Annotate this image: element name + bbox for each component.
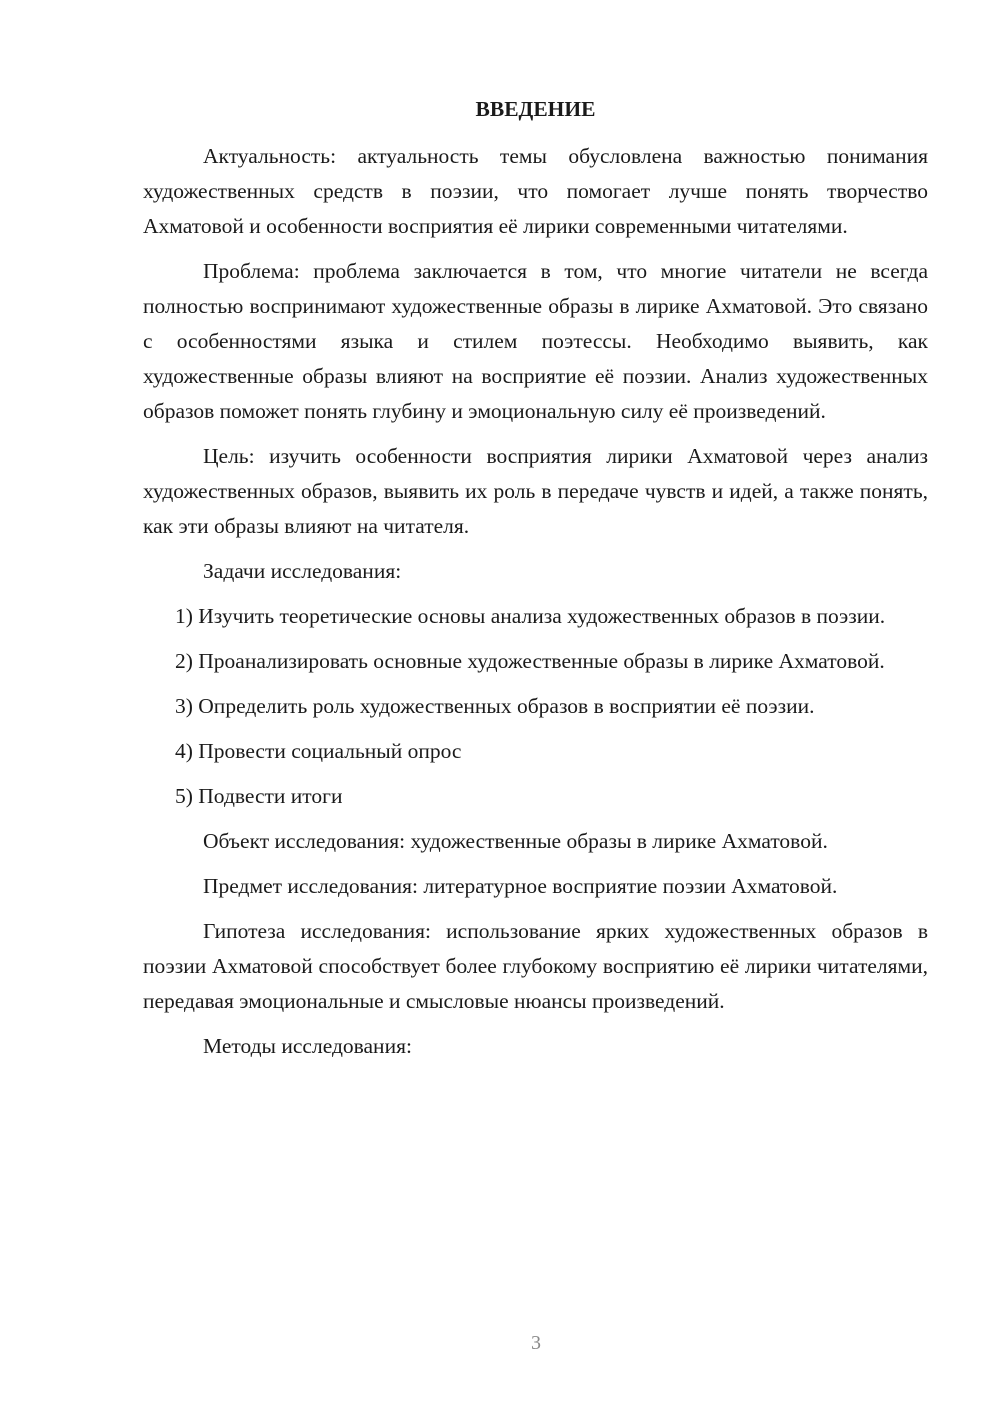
paragraph-subject: Предмет исследования: литературное восприятие поэзии Ахматовой. <box>203 874 838 898</box>
task-item-5: 5) Подвести итоги <box>175 784 343 808</box>
task-item-2: 2) Проанализировать основные художественные образы в лирике Ахматовой. <box>175 649 885 673</box>
task-item-1: 1) Изучить теоретические основы анализа художественных образов в поэзии. <box>175 604 886 628</box>
page-number: 3 <box>531 1332 541 1354</box>
paragraph-goal: Цель: изучить особенности восприятия лирики Ахматовой через анализ художественных образов, выявить их роль в передаче чувств и идей, а также понять, как эти образы влияют на читателя. <box>143 444 928 538</box>
paragraph-object: Объект исследования: художественные образы в лирике Ахматовой. <box>203 829 828 853</box>
paragraph-problem: Проблема: проблема заключается в том, что многие читатели не всегда полностью воспринимают художественные образы в лирике Ахматовой. Это связано с особенностями языка и стилем поэтессы. Необходимо выявить, как художественные образы влияют на восприятие её поэзии. Анализ художественных образов поможет понять глубину и эмоциональную силу её произведений. <box>143 259 928 423</box>
paragraph-tasks-heading: Задачи исследования: <box>203 559 402 583</box>
paragraph-methods: Методы исследования: <box>203 1034 412 1058</box>
paragraph-relevance: Актуальность: актуальность темы обусловлена важностью понимания художественных средств в поэзии, что помогает лучше понять творчество Ахматовой и особенности восприятия её лирики современными читателями. <box>143 144 928 238</box>
section-title: ВВЕДЕНИЕ <box>475 97 596 121</box>
task-item-3: 3) Определить роль художественных образов в восприятии её поэзии. <box>175 694 815 718</box>
paragraph-hypothesis: Гипотеза исследования: использование ярких художественных образов в поэзии Ахматовой способствует более глубокому восприятию её лирики читателями, передавая эмоциональные и смысловые нюансы произведений. <box>143 919 928 1013</box>
task-item-4: 4) Провести социальный опрос <box>175 739 462 763</box>
document-page <box>143 92 928 1074</box>
